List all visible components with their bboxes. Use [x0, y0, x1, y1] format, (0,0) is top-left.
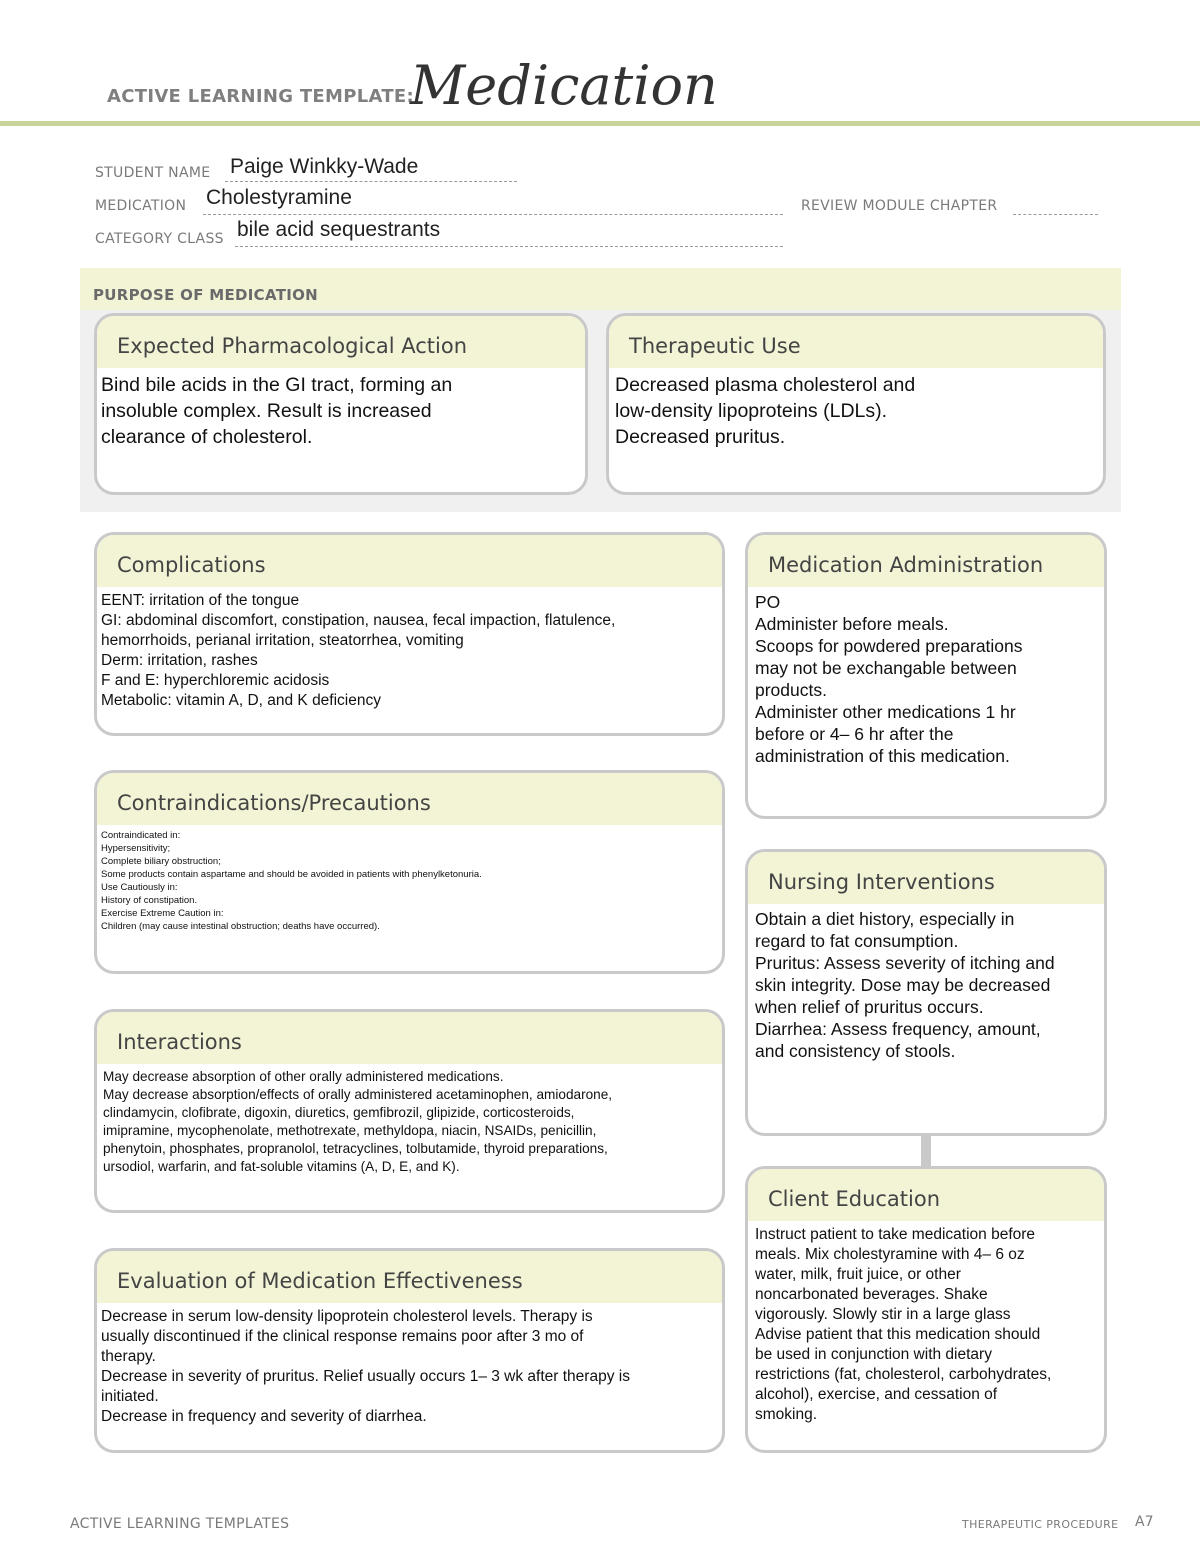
contraindications-text[interactable]: Contraindicated in: Hypersensitivity; Complete biliary obstruction; Some products contain aspartame and should be avoided in patients with phenylketonuria. Use Cautiously in: History of constipation. Exercise Extreme Caution in: Children (may cause intestinal obstruction; deaths have occurred). [101, 830, 482, 932]
student-name-line [225, 181, 517, 182]
box-connector [921, 1134, 931, 1166]
client-education-box [745, 1166, 1107, 1453]
header-rule [0, 121, 1200, 126]
footer-page-code: A7 [1135, 1514, 1154, 1530]
expected-action-box [94, 313, 588, 495]
nursing-interventions-box [745, 849, 1107, 1136]
interactions-text[interactable]: May decrease absorption of other orally administered medications. May decrease absorption/effects of orally administered acetaminophen, amiodarone, clindamycin, clofibrate, digoxin, diuretics, gemfibrozil, glipizide, corticosteroids, imipramine, mycophenolate, methotrexate, methyldopa, niacin, NSAIDs, penicillin, phenytoin, phosphates, propranolol, tetracyclines, tolbutamide, thyroid preparations, ursodiol, warfarin, and fat-soluble vitamins (A, D, E, and K). [103, 1069, 613, 1174]
interactions-box [94, 1009, 725, 1213]
footer-left: ACTIVE LEARNING TEMPLATES [70, 1516, 290, 1532]
category-class-line [235, 246, 783, 247]
category-class-value[interactable]: bile acid sequestrants [237, 218, 441, 241]
purpose-title: PURPOSE OF MEDICATION [93, 286, 319, 304]
complications-text[interactable]: EENT: irritation of the tongue GI: abdominal discomfort, constipation, nausea, fecal impaction, flatulence, hemorrhoids, perianal irritation, steatorrhea, vomiting Derm: irritation, rashes F and E: hyperchloremic acidosis Metabolic: vitamin A, D, and K deficiency [101, 592, 616, 709]
client-education-text[interactable]: Instruct patient to take medication before meals. Mix cholestyramine with 4– 6 oz water, milk, fruit juice, or other noncarbonated beverages. Shake vigorously. Slowly stir in a large glass Advise patient that this medication should be used in conjunction with dietary restrictions (fat, cholesterol, carbohydrates, alcohol), exercise, and cessation of smoking. [755, 1226, 1052, 1423]
interactions-title: Interactions [97, 1012, 722, 1064]
student-name-value[interactable]: Paige Winkky-Wade [230, 155, 419, 178]
expected-action-text[interactable]: Bind bile acids in the GI tract, forming an insoluble complex. Result is increased clearance of cholesterol. [101, 374, 453, 448]
client-education-title: Client Education [748, 1169, 1104, 1221]
nursing-interventions-title: Nursing Interventions [748, 852, 1104, 904]
administration-text[interactable]: PO Administer before meals. Scoops for powdered preparations may not be exchangable between products. Administer other medications 1 hr before or 4– 6 hr after the administration of this medication. [755, 592, 1023, 766]
student-name-label: STUDENT NAME [95, 165, 211, 181]
complications-box [94, 532, 725, 736]
evaluation-text[interactable]: Decrease in serum low-density lipoprotein cholesterol levels. Therapy is usually discontinued if the clinical response remains poor after 3 mo of therapy. Decrease in severity of pruritus. Relief usually occurs 1– 3 wk after therapy is initiated. Decrease in frequency and severity of diarrhea. [101, 1308, 630, 1425]
page-title: Medication [410, 54, 718, 117]
contraindications-title: Contraindications/Precautions [97, 773, 722, 825]
category-class-label: CATEGORY CLASS [95, 231, 224, 247]
medication-value[interactable]: Cholestyramine [206, 186, 352, 209]
expected-action-title: Expected Pharmacological Action [97, 316, 585, 368]
footer-right: THERAPEUTIC PROCEDURE [962, 1518, 1119, 1531]
medication-line [203, 214, 783, 215]
complications-title: Complications [97, 535, 722, 587]
therapeutic-use-text[interactable]: Decreased plasma cholesterol and low-density lipoproteins (LDLs). Decreased pruritus. [615, 374, 916, 448]
administration-title: Medication Administration [748, 535, 1104, 587]
administration-box [745, 532, 1107, 819]
review-module-line[interactable] [1013, 214, 1098, 215]
nursing-interventions-text[interactable]: Obtain a diet history, especially in regard to fat consumption. Pruritus: Assess severity of itching and skin integrity. Dose may be decreased when relief of pruritus occurs. Diarrhea: Assess frequency, amount, and consistency of stools. [755, 909, 1055, 1061]
review-module-label: REVIEW MODULE CHAPTER [801, 198, 998, 214]
evaluation-title: Evaluation of Medication Effectiveness [97, 1251, 722, 1303]
contraindications-box [94, 770, 725, 974]
therapeutic-use-box [606, 313, 1106, 495]
medication-label: MEDICATION [95, 198, 187, 214]
evaluation-box [94, 1248, 725, 1453]
therapeutic-use-title: Therapeutic Use [609, 316, 1103, 368]
template-kicker: ACTIVE LEARNING TEMPLATE: [107, 86, 414, 107]
